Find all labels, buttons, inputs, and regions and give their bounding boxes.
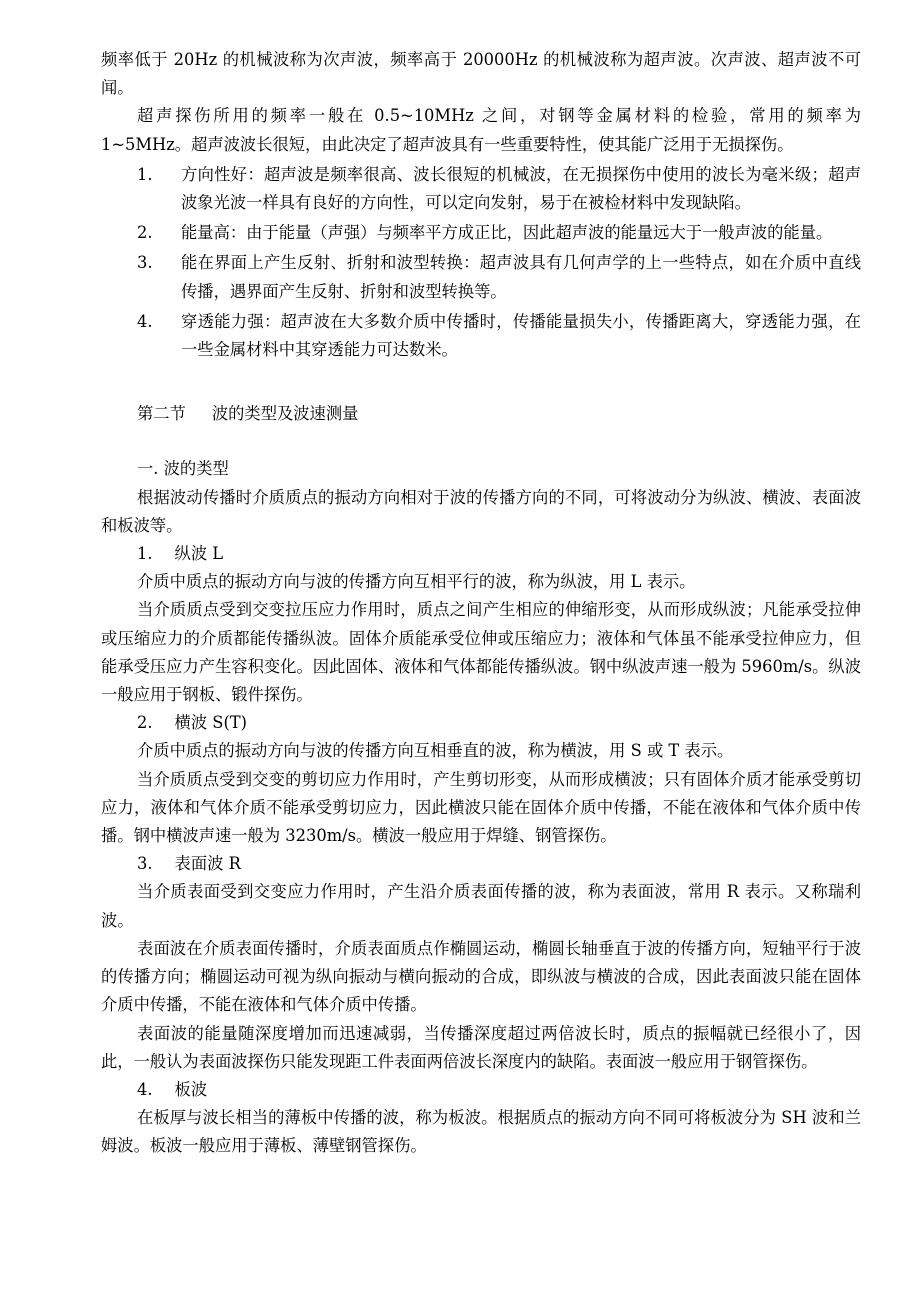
wave-paragraph: 当介质表面受到交变应力作用时，产生沿介质表面传播的波，称为表面波，常用 R 表示。又称瑞利波。 xyxy=(101,882,861,930)
wave-type-name: 纵波 L xyxy=(174,544,224,564)
list-text: 能量高：由于能量（声强）与频率平方成正比，因此超声波的能量远大于一般声波的能量。 xyxy=(181,223,833,243)
wave-type-heading xyxy=(101,709,861,737)
list-item xyxy=(101,161,861,217)
list-item xyxy=(101,308,861,364)
section-heading xyxy=(101,400,861,428)
list-text: 方向性好：超声波是频率很高、波长很短的机械波，在无损探伤中使用的波长为毫米级；超声波象光波一样具有良好的方向性，可以定向发射，易于在被检材料中发现缺陷。 xyxy=(181,164,861,213)
wave-paragraph: 介质中质点的振动方向与波的传播方向互相平行的波，称为纵波，用 L 表示。 xyxy=(137,572,696,592)
wave-type-name: 板波 xyxy=(174,1079,208,1099)
subsection-intro: 根据波动传播时介质质点的振动方向相对于波的传播方向的不同，可将波动分为纵波、横波、表面波和板波等。 xyxy=(101,487,861,535)
intro-paragraph-1: 频率低于 20Hz 的机械波称为次声波，频率高于 20000Hz 的机械波称为超声波。次声波、超声波不可闻。 xyxy=(101,50,861,98)
wave-type-heading xyxy=(101,1076,861,1104)
wave-type-name: 横波 S(T) xyxy=(174,713,248,733)
wave-type-number: 1. xyxy=(137,544,153,564)
wave-type-number: 2. xyxy=(137,713,153,733)
wave-type-name: 表面波 R xyxy=(174,854,241,874)
list-text: 穿透能力强：超声波在大多数介质中传播时，传播能量损失小，传播距离大，穿透能力强，在一些金属材料中其穿透能力可达数米。 xyxy=(181,311,861,360)
properties-list xyxy=(101,161,861,364)
wave-type-number: 4. xyxy=(137,1079,153,1099)
subsection-heading: 一. 波的类型 xyxy=(137,459,229,479)
spacer xyxy=(101,364,861,400)
intro-paragraph-2: 超声探伤所用的频率一般在 0.5~10MHz 之间，对钢等金属材料的检验，常用的频率为 1~5MHz。超声波波长很短，由此决定了超声波具有一些重要特性，使其能广泛用于无损探伤。 xyxy=(101,106,861,154)
list-item xyxy=(101,249,861,305)
wave-paragraph: 表面波的能量随深度增加而迅速减弱，当传播深度超过两倍波长时，质点的振幅就已经很小了，因此，一般认为表面波探伤只能发现距工件表面两倍波长深度内的缺陷。表面波一般应用于钢管探伤。 xyxy=(101,1023,861,1071)
section-number: 第二节 xyxy=(137,404,186,424)
wave-paragraph: 当介质质点受到交变的剪切应力作用时，产生剪切形变，从而形成横波；只有固体介质才能承受剪切应力，液体和气体介质不能承受剪切应力，因此横波只能在固体介质中传播，不能在液体和气体介质中传播。钢中横波声速一般为 3230m/s。横波一般应用于焊缝、钢管探伤。 xyxy=(101,769,861,846)
list-number: 3. xyxy=(137,253,153,273)
section-title: 波的类型及波速测量 xyxy=(211,404,359,424)
document-page xyxy=(101,46,861,1161)
wave-paragraph: 在板厚与波长相当的薄板中传播的波，称为板波。根据质点的振动方向不同可将板波分为 SH 波和兰姆波。板波一般应用于薄板、薄壁钢管探伤。 xyxy=(101,1108,861,1156)
list-number: 1. xyxy=(137,164,153,184)
list-item xyxy=(101,219,861,247)
wave-type-heading xyxy=(101,540,861,568)
wave-paragraph: 表面波在介质表面传播时，介质表面质点作椭圆运动，椭圆长轴垂直于波的传播方向，短轴平行于波的传播方向；椭圆运动可视为纵向振动与横向振动的合成，即纵波与横波的合成，因此表面波只能在固体介质中传播，不能在液体和气体介质中传播。 xyxy=(101,938,861,1015)
list-number: 4. xyxy=(137,311,153,331)
wave-paragraph: 当介质质点受到交变拉压应力作用时，质点之间产生相应的伸缩形变，从而形成纵波；凡能承受拉伸或压缩应力的介质都能传播纵波。固体介质能承受位伸或压缩应力；液体和气体虽不能承受拉伸应力，但能承受压应力产生容积变化。因此固体、液体和气体都能传播纵波。钢中纵波声速一般为 5960m/s。纵波一般应用于钢板、锻件探伤。 xyxy=(101,600,861,705)
wave-type-heading xyxy=(101,850,861,878)
list-text: 能在界面上产生反射、折射和波型转换：超声波具有几何声学的上一些特点，如在介质中直线传播，遇界面产生反射、折射和波型转换等。 xyxy=(181,253,861,301)
spacer xyxy=(101,428,861,455)
list-number: 2. xyxy=(137,223,153,243)
wave-paragraph: 介质中质点的振动方向与波的传播方向互相垂直的波，称为横波，用 S 或 T 表示。 xyxy=(137,741,734,761)
wave-type-number: 3. xyxy=(137,854,153,874)
